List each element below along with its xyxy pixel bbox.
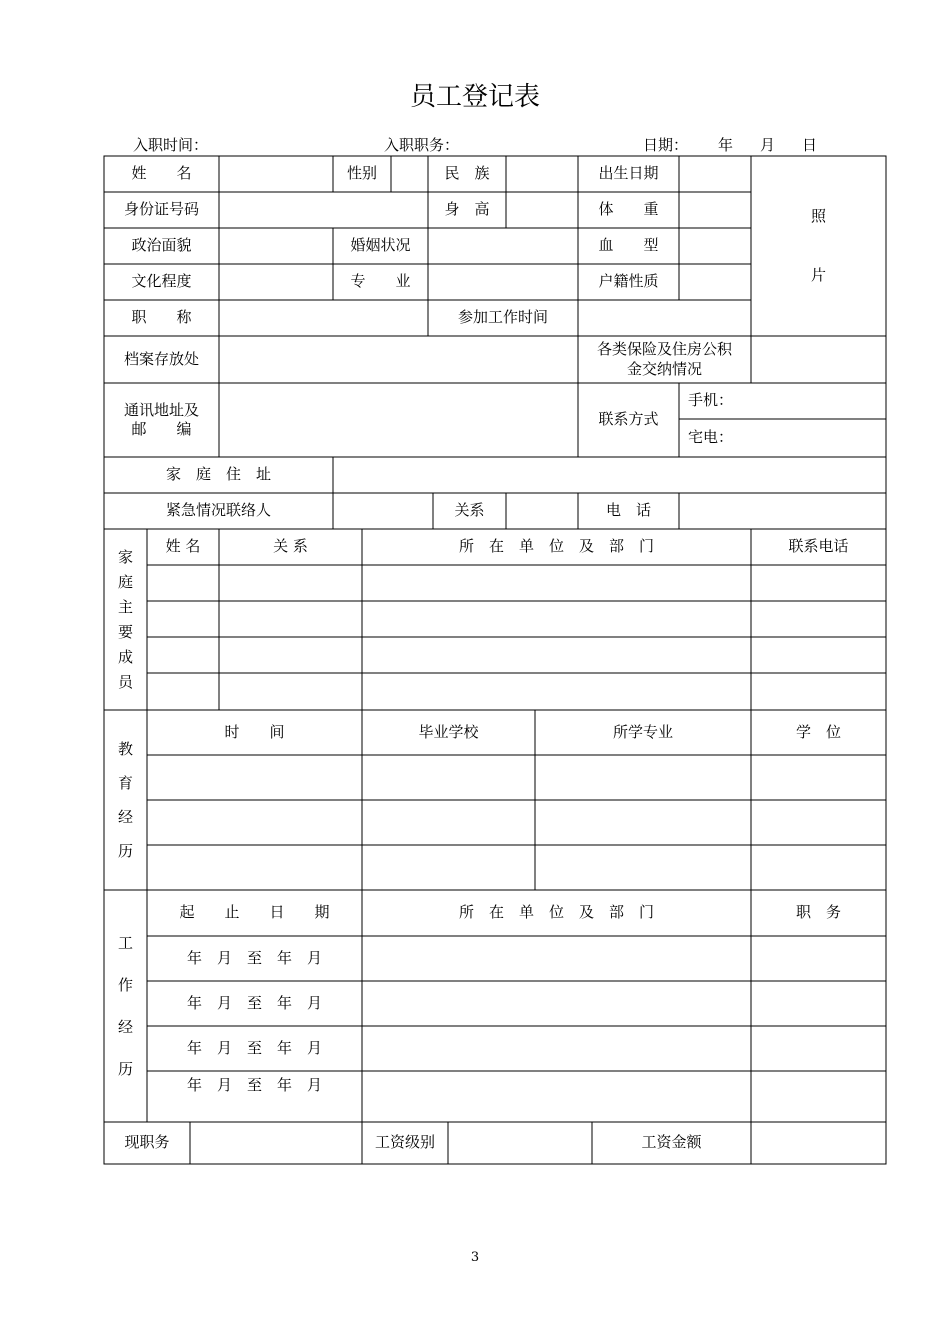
family-col-relation: 关 系 xyxy=(273,537,308,556)
label-phone: 电 话 xyxy=(605,501,651,520)
label-education: 文化程度 xyxy=(131,272,192,291)
edu-col-time: 时 间 xyxy=(224,722,285,741)
date-day: 日 xyxy=(802,136,818,154)
family-section-label: 家 庭 主 要 成 员 xyxy=(117,547,133,691)
work-row-date: 年 月 至 年 月 xyxy=(186,993,322,1012)
label-emergency: 紧急情况联络人 xyxy=(165,501,271,520)
label-blood: 血 型 xyxy=(598,236,659,255)
page-number: 3 xyxy=(470,1250,480,1265)
label-name: 姓 名 xyxy=(131,164,192,183)
label-archive: 档案存放处 xyxy=(123,349,199,368)
edu-col-school: 毕业学校 xyxy=(418,722,479,741)
date-year: 年 xyxy=(718,136,734,154)
label-salary-level: 工资级别 xyxy=(374,1133,435,1152)
family-col-phone: 联系电话 xyxy=(788,537,849,556)
date-label: 日期： xyxy=(643,136,689,154)
family-col-name: 姓 名 xyxy=(165,537,201,556)
entry-position-label: 入职职务： xyxy=(384,136,460,154)
label-mobile: 手机： xyxy=(688,391,734,410)
label-major: 专 业 xyxy=(350,272,411,291)
work-section-label: 工 作 经 历 xyxy=(117,933,133,1078)
work-row-date: 年 月 至 年 月 xyxy=(186,948,322,967)
edu-col-major: 所学专业 xyxy=(612,722,673,741)
label-work-start: 参加工作时间 xyxy=(457,308,548,327)
work-row-date: 年 月 至 年 月 xyxy=(186,1076,322,1095)
label-relation: 关系 xyxy=(454,501,485,520)
date-month: 月 xyxy=(760,136,776,154)
label-address: 通讯地址及 邮 编 xyxy=(123,400,199,438)
label-id-number: 身份证号码 xyxy=(123,200,199,219)
work-col-unit: 所 在 单 位 及 部 门 xyxy=(458,903,654,922)
label-insurance: 各类保险及住房公积 金交纳情况 xyxy=(596,340,732,378)
label-gender: 性别 xyxy=(346,164,377,183)
work-row-date: 年 月 至 年 月 xyxy=(186,1038,322,1057)
family-col-unit: 所 在 单 位 及 部 门 xyxy=(458,537,654,556)
label-current-position: 现职务 xyxy=(124,1133,170,1152)
label-marital: 婚姻状况 xyxy=(350,236,411,255)
label-hukou: 户籍性质 xyxy=(598,272,659,291)
label-ethnicity: 民 族 xyxy=(444,164,490,183)
work-col-position: 职 务 xyxy=(795,903,841,922)
label-contact: 联系方式 xyxy=(598,410,659,429)
label-salary-amount: 工资金额 xyxy=(641,1133,702,1152)
edu-section-label: 教 育 经 历 xyxy=(117,739,133,860)
label-home-address: 家 庭 住 址 xyxy=(165,465,271,484)
label-weight: 体 重 xyxy=(598,200,659,219)
work-col-date: 起 止 日 期 xyxy=(179,903,330,922)
photo-box: 照 片 xyxy=(810,207,826,284)
label-birth-date: 出生日期 xyxy=(598,164,659,183)
page-title: 员工登记表 xyxy=(409,82,540,112)
label-home-phone: 宅电： xyxy=(688,428,734,447)
edu-col-degree: 学 位 xyxy=(795,722,841,741)
label-title: 职 称 xyxy=(131,308,192,327)
label-height: 身 高 xyxy=(444,200,490,219)
entry-time-label: 入职时间： xyxy=(133,136,209,154)
label-political: 政治面貌 xyxy=(131,236,192,255)
